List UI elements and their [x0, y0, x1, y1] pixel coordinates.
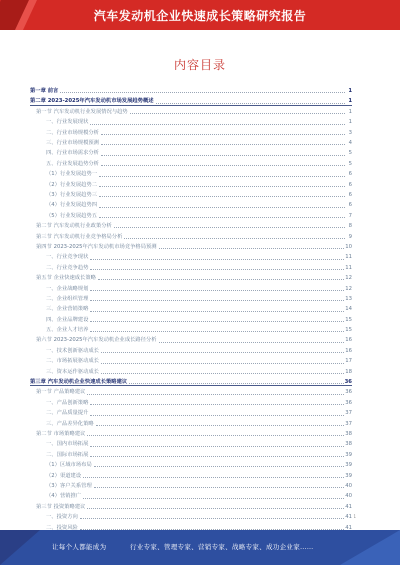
toc-entry-page: 8 [348, 223, 352, 230]
toc-entry[interactable] [30, 385, 352, 395]
toc-dot-leader [98, 279, 344, 280]
footer-slogan: 让每个人都能成为 [52, 543, 107, 551]
toc-dot-leader [87, 508, 344, 509]
report-title: 汽车发动机企业快速成长策略研究报告 [93, 9, 307, 23]
toc-entry-title: 四、企业品牌建设 [46, 316, 89, 323]
toc-entry-page: 1 [348, 98, 352, 105]
toc-dot-leader [83, 477, 344, 478]
toc-entry[interactable] [30, 448, 352, 458]
toc-entry-page: 11 [345, 264, 352, 271]
toc-entry-title: 第五节 企业快速成长策略 [36, 275, 96, 282]
toc-entry-title: 二、企业组织管理 [46, 295, 89, 302]
toc-dot-leader [159, 342, 345, 343]
toc-entry[interactable] [30, 302, 352, 312]
toc-entry[interactable] [30, 240, 352, 250]
toc-dot-leader [90, 124, 345, 125]
toc-dot-leader [60, 92, 345, 93]
toc-entry-title: 第一章 前言 [30, 88, 59, 95]
toc-entry-page: 17 [345, 358, 352, 365]
toc-dot-leader [101, 155, 345, 156]
toc-entry[interactable] [30, 126, 352, 136]
toc-dot-leader [101, 373, 344, 374]
toc-entry[interactable] [30, 136, 352, 146]
toc-entry-page: 41 [345, 514, 352, 521]
toc-dot-leader [90, 269, 344, 270]
toc-dot-leader [129, 383, 343, 384]
toc-entry-page: 36 [345, 389, 352, 396]
footer-banner [0, 530, 400, 565]
toc-entry-title: 二、市场拓展驱动成长 [46, 358, 99, 365]
toc-entry[interactable] [30, 365, 352, 375]
toc-entry-page: 36 [345, 399, 352, 406]
toc-entry-page: 38 [345, 430, 352, 437]
toc-entry-page: 11 [345, 254, 352, 261]
toc-entry-title: （3）客户关系管理 [46, 482, 92, 489]
toc-entry-page: 6 [348, 171, 352, 178]
toc-dot-leader [90, 415, 344, 416]
toc-entry-page: 12 [345, 275, 352, 282]
toc-entry-title: （2）行业发展趋势二 [46, 181, 98, 188]
toc-entry-title: 第三节 汽车发动机行业竞争格局分析 [36, 233, 123, 240]
toc-dot-leader [101, 363, 344, 364]
toc-entry-title: 第二节 市场策略建议 [36, 430, 86, 437]
toc-dot-leader [90, 290, 344, 291]
toc-entry-page: 5 [348, 160, 352, 167]
toc-dot-leader [90, 300, 344, 301]
toc-entry-title: （1）行业发展趋势一 [46, 171, 98, 178]
toc-entry[interactable] [30, 458, 352, 468]
toc-entry[interactable] [30, 188, 352, 198]
toc-dot-leader [101, 144, 345, 145]
toc-entry-title: 二、国际市场拓展 [46, 451, 89, 458]
toc-dot-leader [159, 248, 345, 249]
toc-entry-page: 40 [345, 482, 352, 489]
toc-dot-leader [156, 103, 345, 104]
toc-entry-page: 41 [345, 524, 352, 531]
toc-dot-leader [124, 238, 345, 239]
toc-entry[interactable] [30, 406, 352, 416]
toc-dot-leader [87, 435, 344, 436]
toc-entry-title: 第一节 汽车发动机行业发展情况与趋势 [36, 108, 128, 115]
toc-entry[interactable] [30, 292, 352, 302]
toc-entry-page: 4 [348, 140, 352, 147]
toc-dot-leader [114, 227, 345, 228]
toc-dot-leader [99, 196, 345, 197]
toc-entry-title: 第三节 投资策略建议 [36, 503, 86, 510]
toc-entry-title: 一、投资方向 [46, 514, 78, 521]
toc-entry-page: 40 [345, 493, 352, 500]
toc-entry[interactable] [30, 427, 352, 437]
header-banner [0, 0, 400, 30]
toc-entry-page: 1 [348, 108, 352, 115]
toc-entry-page: 37 [345, 420, 352, 427]
toc-entry-page: 7 [348, 212, 352, 219]
toc-dot-leader [99, 186, 345, 187]
toc-entry-page: 5 [348, 150, 352, 157]
toc-dot-leader [99, 217, 345, 218]
toc-entry[interactable] [30, 313, 352, 323]
toc-entry-page: 6 [348, 192, 352, 198]
toc-entry-page: 37 [345, 410, 352, 417]
toc-entry-page: 6 [348, 202, 352, 209]
toc-entry-page: 18 [345, 368, 352, 375]
toc-dot-leader [90, 259, 344, 260]
toc-entry[interactable] [30, 500, 352, 510]
toc-entry[interactable] [30, 323, 352, 333]
toc-entry-page: 3 [348, 129, 352, 136]
toc-entry[interactable] [30, 94, 352, 104]
toc-dot-leader [90, 446, 344, 447]
toc-dot-leader [101, 352, 344, 353]
page-title: 内容目录 [173, 58, 226, 72]
toc-entry[interactable] [30, 468, 352, 478]
toc-entry[interactable] [30, 167, 352, 177]
toc-entry[interactable] [30, 354, 352, 364]
toc-entry-title: 三、行业市场规模预测 [46, 140, 99, 147]
toc-entry-title: （5）行业发展趋势五 [46, 212, 98, 219]
toc-entry[interactable] [30, 146, 352, 156]
toc-dot-leader [83, 498, 344, 499]
toc-entry-page: 39 [345, 472, 352, 479]
toc-entry[interactable] [30, 105, 352, 115]
toc-entry-title: （3）行业发展趋势三 [46, 192, 98, 198]
toc-entry[interactable] [30, 250, 352, 260]
toc-entry[interactable] [30, 510, 352, 520]
toc-entry-title: （1）区域市场布局 [46, 462, 92, 469]
toc-dot-leader [94, 487, 345, 488]
toc-entry-page: 1 [348, 119, 352, 126]
page-number: 1 [353, 514, 356, 519]
toc-entry-page: 39 [345, 451, 352, 458]
toc-entry[interactable] [30, 271, 352, 281]
toc-entry-title: 一、技术创新驱动成长 [46, 347, 99, 354]
toc-entry[interactable] [30, 281, 352, 291]
toc-entry-title: 二、行业市场规模分析 [46, 129, 99, 136]
toc-entry-page: 13 [345, 295, 352, 302]
toc-entry-title: 二、行业竞争趋势 [46, 264, 89, 271]
toc-entry[interactable] [30, 375, 352, 385]
toc-entry-title: 第三章 汽车发动机企业快速成长策略建议 [30, 379, 128, 386]
toc-entry[interactable] [30, 115, 352, 125]
toc-entry[interactable] [30, 229, 352, 239]
toc-dot-leader [130, 113, 345, 114]
toc-entry-title: 二、产品质量提升 [46, 410, 89, 417]
toc-entry-title: 第二节 汽车发动机行业政策分析 [36, 223, 112, 230]
toc-entry[interactable] [30, 209, 352, 219]
toc-dot-leader [101, 165, 345, 166]
toc-dot-leader [90, 311, 344, 312]
toc-entry-title: 一、行业竞争现状 [46, 254, 89, 261]
toc-entry-page: 15 [345, 316, 352, 323]
toc-entry-title: 一、企业战略规划 [46, 285, 89, 292]
toc-dot-leader [99, 176, 345, 177]
toc-entry-title: （4）行业发展趋势四 [46, 202, 98, 209]
footer-decoration-left [0, 530, 40, 565]
toc-entry-title: 第六节 2023-2025年汽车发动机企业成长路径分析 [36, 337, 157, 344]
toc-entry-page: 14 [345, 306, 352, 313]
toc-entry-title: 五、企业人才培养 [46, 327, 89, 334]
toc-entry-page: 6 [348, 181, 352, 188]
toc-entry[interactable] [30, 333, 352, 343]
toc-entry[interactable] [30, 437, 352, 447]
toc-entry-title: 三、资本运作驱动成长 [46, 368, 99, 375]
toc-entry-page: 10 [345, 243, 352, 250]
toc-entry-title: 第一节 产品策略建议 [36, 389, 86, 396]
toc-entry-page: 38 [345, 441, 352, 448]
toc-dot-leader [96, 425, 345, 426]
toc-entry[interactable] [30, 344, 352, 354]
toc-entry[interactable] [30, 417, 352, 427]
toc-entry-page: 9 [348, 233, 352, 240]
toc-entry[interactable] [30, 157, 352, 167]
toc-entry-title: 五、行业发展趋势分析 [46, 160, 99, 167]
toc-entry-title: 三、产品差异化策略 [46, 420, 94, 427]
toc-entry-page: 36 [344, 379, 352, 386]
toc-entry-page: 16 [345, 337, 352, 344]
toc-entry-page: 1 [348, 88, 352, 95]
toc-dot-leader [90, 404, 344, 405]
table-of-contents [30, 84, 352, 531]
toc-entry[interactable] [30, 261, 352, 271]
toc-dot-leader [87, 394, 344, 395]
toc-entry[interactable] [30, 489, 352, 499]
toc-dot-leader [90, 321, 344, 322]
toc-entry-title: 第二章 2023-2025年汽车发动机市场发展趋势概述 [30, 98, 154, 105]
toc-entry[interactable] [30, 178, 352, 188]
toc-entry-page: 39 [345, 462, 352, 469]
toc-entry-page: 15 [345, 327, 352, 334]
toc-entry-title: （2）渠道建设 [46, 472, 82, 479]
footer-roles: 行业专家、管理专家、营销专家、战略专家、成功企业家…… [130, 543, 314, 551]
toc-entry-title: 一、行业发展现状 [46, 119, 89, 126]
toc-entry-page: 41 [345, 503, 352, 510]
toc-dot-leader [80, 518, 344, 519]
toc-entry-title: 一、产品创新策略 [46, 399, 89, 406]
toc-entry-title: 一、国内市场拓展 [46, 441, 89, 448]
toc-dot-leader [90, 331, 344, 332]
toc-dot-leader [99, 207, 345, 208]
toc-entry-title: 第四节 2023-2025年汽车发动机市场竞争格局预测 [36, 243, 157, 250]
toc-entry-title: 三、企业营销策略 [46, 306, 89, 313]
toc-entry-page: 16 [345, 347, 352, 354]
toc-dot-leader [101, 134, 345, 135]
toc-dot-leader [94, 466, 345, 467]
toc-entry-page: 12 [345, 285, 352, 292]
toc-entry-title: （4）营销推广 [46, 493, 82, 500]
toc-entry[interactable] [30, 84, 352, 94]
toc-entry[interactable] [30, 479, 352, 489]
footer-decoration-right [340, 530, 400, 565]
toc-entry-title: 四、行业市场需求分析 [46, 150, 99, 157]
toc-entry[interactable] [30, 198, 352, 208]
toc-entry-title: 二、投资风险 [46, 524, 78, 531]
toc-entry[interactable] [30, 219, 352, 229]
toc-dot-leader [90, 456, 344, 457]
toc-entry[interactable] [30, 396, 352, 406]
